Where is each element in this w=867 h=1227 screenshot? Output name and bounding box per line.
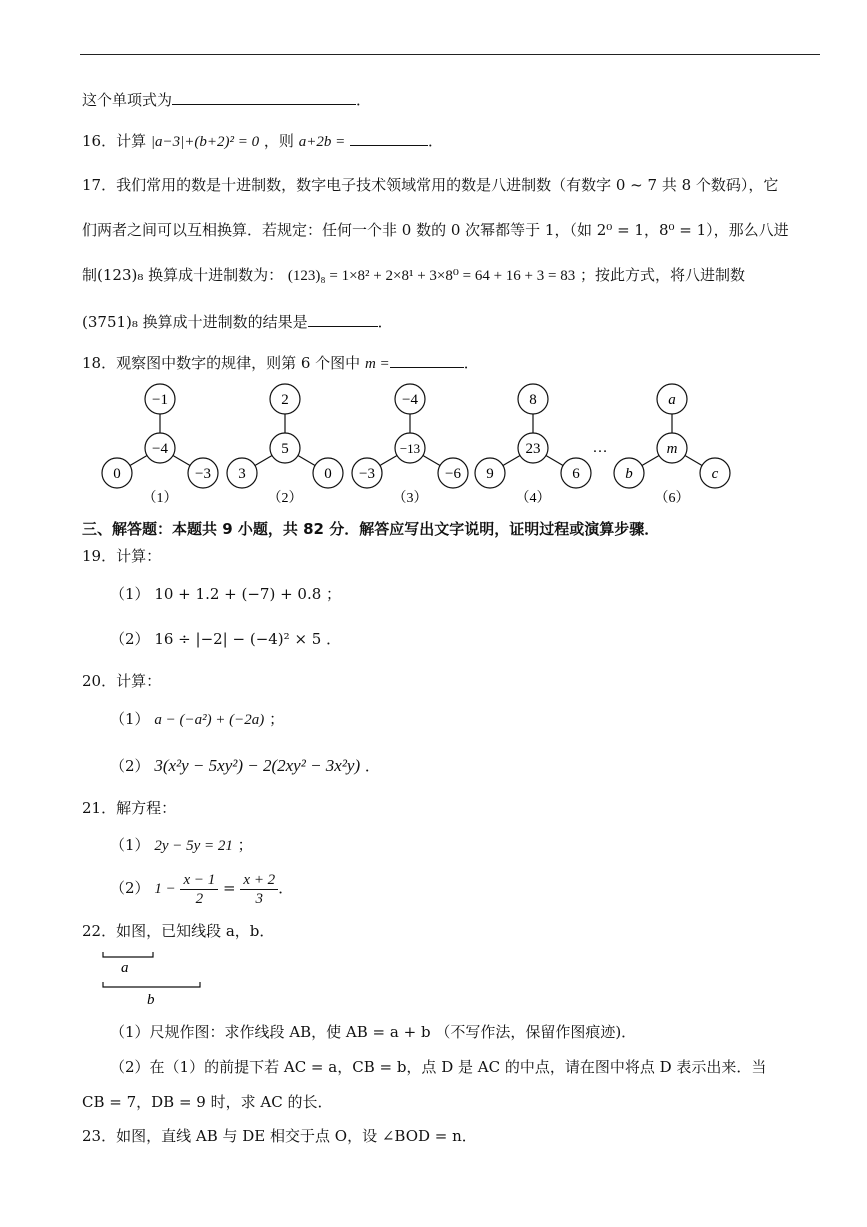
q18-figure-label: （1） [142, 491, 178, 506]
q20 [82, 670, 161, 692]
q18-edge [255, 456, 272, 466]
q21 [82, 797, 176, 819]
q21-equals: = [223, 879, 236, 897]
q19-part2 [110, 628, 341, 650]
q18-node-value-top: 2 [281, 392, 289, 408]
q18-number: 18． [82, 354, 117, 372]
q21-fraction-1 [180, 871, 218, 908]
q18-node-value-right: −3 [195, 466, 211, 482]
q16-ask: a+2b = [298, 134, 346, 150]
q23-number: 23． [82, 1127, 117, 1145]
q18-node-value-left: 0 [113, 466, 121, 482]
q19-p2-label: （2） [110, 630, 150, 648]
q16-text: 计算 [116, 132, 147, 150]
q16 [82, 130, 443, 153]
q20-p2-expr: 3(x²y − 5xy²) − 2(2xy² − 3x²y) [154, 756, 361, 775]
q16-answer-blank [350, 130, 428, 146]
q18-figure-label: （3） [392, 491, 428, 506]
q16-expression: |a−3|+(b+2)² = 0 [150, 134, 260, 150]
q21-fraction-2 [240, 871, 278, 908]
q18-figure-1 [102, 384, 218, 506]
q17-line4 [82, 311, 393, 333]
q18-edge [546, 456, 563, 466]
q17-text-1: 我们常用的数是十进制数，数字电子技术领域常用的数是八进制数（有数字 0 ~ 7 共 8 个数码），它 [116, 176, 779, 194]
q21-p2-end: ． [278, 879, 294, 897]
q21-p2-label: （2） [110, 879, 150, 897]
q19-p2-expr: 16 ÷ |−2| − (−4)² × 5 [154, 630, 322, 648]
q18-figure-2 [227, 384, 343, 506]
q18-figure-4 [475, 384, 591, 506]
q20-p2-label: （2） [110, 757, 150, 775]
q18-node-value-right: −6 [445, 466, 461, 482]
q20-part1 [110, 708, 284, 731]
q19-p2-end: ． [326, 630, 342, 648]
q15-tail: 这个单项式为 ． [82, 91, 372, 109]
q18-node-value-center: 5 [281, 441, 289, 457]
q21-p1-expr: 2y − 5y = 21 [154, 838, 233, 854]
q22-number: 22． [82, 922, 117, 940]
q17-formula: (123)₈ = 1×8² + 2×8¹ + 3×8⁰ = 64 + 16 + 3 = 83 [287, 268, 576, 284]
q21-text: 解方程： [116, 799, 177, 817]
q18-node-value-center: m [666, 441, 678, 457]
q21-frac1-num: x − 1 [180, 871, 218, 890]
q23 [82, 1125, 477, 1147]
q17-text-4: (3751)₈ 换算成十进制数的结果是 [82, 313, 308, 331]
q17-text-3a: 制(123)₈ 换算成十进制数为： [82, 266, 284, 284]
q18-edge [503, 456, 520, 466]
q18-figure-label: （2） [267, 491, 303, 506]
q20-p1-expr: a − (−a²) + (−2a) [154, 712, 265, 728]
q23-text: 如图，直线 AB 与 DE 相交于点 O，设 ∠BOD = n． [116, 1127, 477, 1145]
q18-edge [173, 456, 190, 466]
q18-var: m = [364, 356, 390, 372]
q20-number: 20． [82, 672, 117, 690]
q21-part1 [110, 834, 253, 857]
q20-part2 [110, 755, 380, 777]
q22-text: 如图，已知线段 a，b． [116, 922, 275, 940]
q19-p1-label: （1） [110, 585, 150, 603]
segment-a [103, 952, 153, 957]
q18-node-value-top: −1 [152, 392, 168, 408]
q18-edge [298, 456, 315, 466]
q18-figure-5 [614, 384, 730, 506]
q20-p1-end: ； [269, 710, 285, 728]
q18-figure-3 [352, 384, 468, 506]
segment-b-label: b [147, 992, 155, 1008]
q21-frac2-den: 3 [255, 890, 264, 907]
q16-mid: ，则 [263, 132, 294, 150]
q21-p1-end: ； [237, 836, 253, 854]
q21-p2-lead: 1 − [154, 881, 176, 897]
q21-frac1-den: 2 [195, 890, 204, 907]
q21-frac2-num: x + 2 [240, 871, 278, 890]
q18-node-value-right: c [711, 466, 719, 482]
q18-figures [0, 380, 867, 510]
q15-answer-blank [172, 89, 356, 105]
q18-figure-label: （6） [654, 491, 690, 506]
q18-edge [380, 456, 397, 466]
segment-a-label: a [121, 960, 129, 976]
q18-ellipsis: … [592, 440, 608, 456]
q22-part1: （1）尺规作图：求作线段 AB，使 AB = a + b （不写作法，保留作图痕迹)． [110, 1023, 637, 1041]
q18-node-value-left: b [625, 466, 633, 482]
q18-edge [685, 456, 702, 466]
q18-edge [642, 456, 659, 466]
section-3-heading: 三、解答题：本题共 9 小题，共 82 分．解答应写出文字说明，证明过程或演算步骤． [82, 520, 660, 538]
q20-text: 计算： [116, 672, 162, 690]
q18-node-value-right: 6 [572, 466, 580, 482]
segment-b [103, 982, 200, 987]
q18-node-value-top: 8 [529, 392, 537, 408]
q22 [82, 920, 274, 942]
q20-p1-label: （1） [110, 710, 150, 728]
q18-node-value-top: a [668, 392, 676, 408]
q18-edge [423, 456, 440, 466]
q16-end: ． [427, 132, 443, 150]
q17-line2 [82, 219, 789, 241]
q18-line [82, 352, 479, 375]
q19 [82, 545, 161, 567]
q18-edge [130, 456, 147, 466]
q17-line1 [82, 174, 778, 196]
q17-text-2: 们两者之间可以互相换算．若规定：任何一个非 0 数的 0 次幂都等于 1，（如 2⁰ = 1，8⁰ = 1），那么八进 [82, 221, 789, 239]
q18-node-value-top: −4 [402, 392, 418, 408]
q18-end: ． [463, 354, 479, 372]
q22-part2-cont: CB = 7，DB = 9 时，求 AC 的长． [82, 1093, 333, 1111]
q17-line3 [82, 264, 745, 287]
q17-number: 17． [82, 176, 117, 194]
q21-part2 [110, 870, 293, 908]
q16-number: 16． [82, 132, 117, 150]
q22-part2: （2）在（1）的前提下若 AC = a，CB = b，点 D 是 AC 的中点，请在图中将点 D 表示出来．当 [110, 1058, 767, 1076]
q18-figure-label: （4） [515, 491, 551, 506]
q18-node-value-center: 23 [525, 441, 541, 457]
q18-node-value-left: 9 [486, 466, 494, 482]
header-rule [80, 54, 820, 55]
q20-p2-end: ． [364, 757, 380, 775]
q15-text: 这个单项式为 [82, 91, 173, 109]
q17-text-3c: ；按此方式，将八进制数 [580, 266, 746, 284]
q18-answer-blank [390, 352, 464, 368]
q18-node-value-left: 3 [238, 466, 246, 482]
q18-node-value-center: −4 [152, 441, 168, 457]
q17-end: ． [377, 313, 393, 331]
q21-number: 21． [82, 799, 117, 817]
q21-p1-label: （1） [110, 836, 150, 854]
q19-number: 19． [82, 547, 117, 565]
q18-node-value-right: 0 [324, 466, 332, 482]
q19-p1-end: ； [326, 585, 342, 603]
q18-node-value-center: −13 [399, 441, 421, 456]
q18-node-value-left: −3 [359, 466, 375, 482]
q17-answer-blank [308, 311, 378, 327]
q19-p1-expr: 10 + 1.2 + (−7) + 0.8 [154, 585, 322, 603]
q22-segments [95, 948, 215, 1010]
q19-text: 计算： [116, 547, 162, 565]
q19-part1 [110, 583, 341, 605]
q18-text: 观察图中数字的规律，则第 6 个图中 [116, 354, 361, 372]
